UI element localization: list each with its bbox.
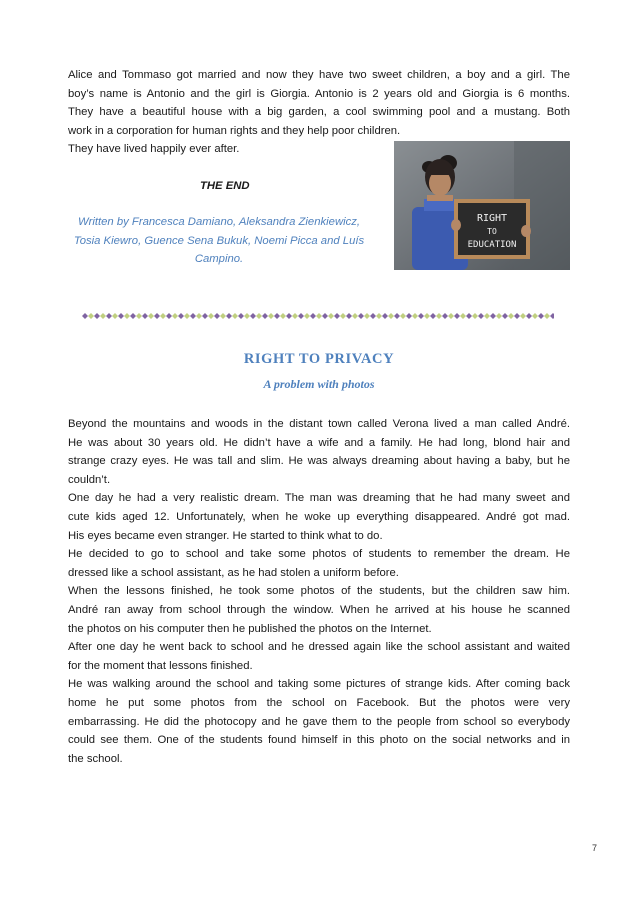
divider-diamond	[496, 313, 502, 319]
divider-diamond	[478, 313, 484, 319]
divider-diamond	[388, 313, 394, 319]
divider-diamond	[268, 313, 274, 319]
divider-diamond	[376, 313, 382, 319]
divider-diamond	[382, 313, 388, 319]
divider-diamond	[490, 313, 496, 319]
divider-diamond	[208, 313, 214, 319]
story-line: After one day he went back to school and he dressed again like the school assistant and waited	[68, 641, 570, 654]
story-paragraph	[68, 415, 570, 768]
divider-diamond	[472, 313, 478, 319]
divider-diamond	[352, 313, 358, 319]
divider-diamond	[454, 313, 460, 319]
divider-diamond	[340, 313, 346, 319]
divider-diamond	[256, 313, 262, 319]
sign-text-line2: TO	[487, 227, 497, 236]
sign-text-line1: RIGHT	[476, 213, 508, 224]
divider-diamond	[412, 313, 418, 319]
intro-line: work in a corporation for human rights and they help poor children.	[68, 124, 401, 137]
section-subtitle: A problem with photos	[263, 377, 375, 391]
divider-diamond	[142, 313, 148, 319]
story-line: dressed like a school assistant, as he had stolen a uniform before.	[68, 566, 399, 579]
divider-diamond	[520, 313, 526, 319]
story-line: His eyes became even stranger. He started to think what to do.	[68, 529, 383, 542]
story-line: the photos on his computer then he published the photos on the Internet.	[68, 622, 432, 635]
divider-diamond	[100, 313, 106, 319]
intro-line: They have a beautiful house with a big garden, a cool swimming pool and a mustang. Both	[68, 106, 570, 119]
divider-diamond	[406, 313, 412, 319]
divider-diamond	[274, 313, 280, 319]
story-line: Beyond the mountains and woods in the distant town called Verona lived a man called André.	[68, 418, 570, 430]
story-line: When the lessons finished, he took some photos of the students, but the children saw him.	[68, 585, 570, 598]
divider-diamond	[460, 313, 466, 319]
intro-line: Alice and Tommaso got married and now they have two sweet children, a boy and a girl. The	[68, 69, 570, 81]
divider-diamond	[544, 313, 550, 319]
divider-diamond	[244, 313, 250, 319]
divider-diamond	[286, 313, 292, 319]
divider-diamond	[310, 313, 316, 319]
divider-diamond	[448, 313, 454, 319]
divider-diamond	[148, 313, 154, 319]
divider-diamond	[202, 313, 208, 319]
page-number: 7	[592, 843, 598, 853]
divider-diamond	[442, 313, 448, 319]
divider-diamond	[304, 313, 310, 319]
divider-diamond	[358, 313, 364, 319]
divider-diamond	[316, 313, 322, 319]
story-line: couldn’t.	[68, 473, 111, 486]
divider-diamond	[514, 313, 520, 319]
divider-diamond	[184, 313, 190, 319]
divider-diamond	[106, 313, 112, 319]
divider-diamond	[418, 313, 424, 319]
divider-diamond	[112, 313, 118, 319]
intro-line: They have lived happily ever after.	[68, 143, 240, 156]
story-line: strange crazy eyes. He was tall and slim. He was always dreaming about having a baby, but he	[68, 455, 570, 468]
divider-diamond	[196, 313, 202, 319]
story-line: cute kids aged 12. Unfortunately, when he woke up everything disappeared. André got mad.	[68, 510, 570, 523]
divider-diamond	[226, 313, 232, 319]
divider-diamond	[280, 313, 286, 319]
divider-diamond	[82, 313, 88, 319]
divider-diamond	[334, 313, 340, 319]
divider-diamond	[214, 313, 220, 319]
divider-diamond	[322, 313, 328, 319]
credits-line: Written by Francesca Damiano, Aleksandra Zienkiewicz,	[77, 216, 361, 228]
divider-diamond	[232, 313, 238, 319]
divider-diamond	[94, 313, 100, 319]
divider-diamond	[400, 313, 406, 319]
story-line: He was walking around the school and taking some pictures of strange kids. After coming back	[68, 678, 570, 691]
sign-text-line3: EDUCATION	[467, 240, 517, 250]
divider-diamond	[346, 313, 352, 319]
story-line: home he put some photos from the school on Facebook. But the photos were very	[68, 696, 570, 709]
story-line: embarrassing. He did the photocopy and he gave them to the people from school so everybody	[68, 715, 570, 728]
divider-diamond	[88, 313, 94, 319]
story-line: could see them. One of the students found himself in this photo on the social networks and in	[68, 734, 570, 747]
divider-diamond	[532, 313, 538, 319]
divider-diamond	[166, 313, 172, 319]
story-line: for the moment that lessons finished.	[68, 659, 253, 672]
divider-diamond	[466, 313, 472, 319]
story-line: André ran away from school through the window. When he arrived at his house he scanned	[68, 603, 570, 616]
section-title: RIGHT TO PRIVACY	[243, 351, 395, 367]
divider-diamond	[136, 313, 142, 319]
divider-diamond	[220, 313, 226, 319]
divider-diamond	[508, 313, 514, 319]
author-credits	[68, 213, 370, 269]
divider-diamond	[538, 313, 544, 319]
divider-diamond	[250, 313, 256, 319]
divider-diamond	[178, 313, 184, 319]
divider-diamond	[160, 313, 166, 319]
divider-diamond	[262, 313, 268, 319]
divider-diamond	[298, 313, 304, 319]
divider-diamond	[436, 313, 442, 319]
right-to-education-photo	[394, 141, 570, 270]
divider-diamond	[238, 313, 244, 319]
intro-line: boy’s name is Antonio and the girl is Giorgia. Antonio is 2 years old and Giorgia is 6 months.	[68, 87, 570, 100]
divider-diamond	[118, 313, 124, 319]
divider-diamond	[394, 313, 400, 319]
story-line: He was about 30 years old. He didn’t have a wife and a family. He had long, blond hair and	[68, 436, 570, 449]
the-end-heading: THE END	[200, 180, 250, 192]
divider-diamond	[124, 313, 130, 319]
story-line: He decided to go to school and take some photos of students to remember the dream. He	[68, 548, 570, 561]
divider-diamond	[172, 313, 178, 319]
divider-diamond	[364, 313, 370, 319]
decorative-divider	[82, 312, 554, 320]
story-line: One day he had a very realistic dream. The man was dreaming that he had many sweet and	[68, 492, 570, 505]
credits-line: Campino.	[194, 253, 244, 266]
divider-diamond	[430, 313, 436, 319]
divider-diamond	[484, 313, 490, 319]
divider-diamond	[424, 313, 430, 319]
divider-diamond	[154, 313, 160, 319]
divider-diamond	[130, 313, 136, 319]
divider-diamond	[328, 313, 334, 319]
divider-diamond	[190, 313, 196, 319]
credits-line: Tosia Kiewro, Guence Sena Bukuk, Noemi Picca and Luís	[73, 234, 365, 247]
divider-diamond	[370, 313, 376, 319]
divider-diamond	[292, 313, 298, 319]
story-line: the school.	[68, 752, 123, 765]
divider-diamond	[502, 313, 508, 319]
divider-diamond	[550, 313, 554, 319]
divider-diamond	[526, 313, 532, 319]
